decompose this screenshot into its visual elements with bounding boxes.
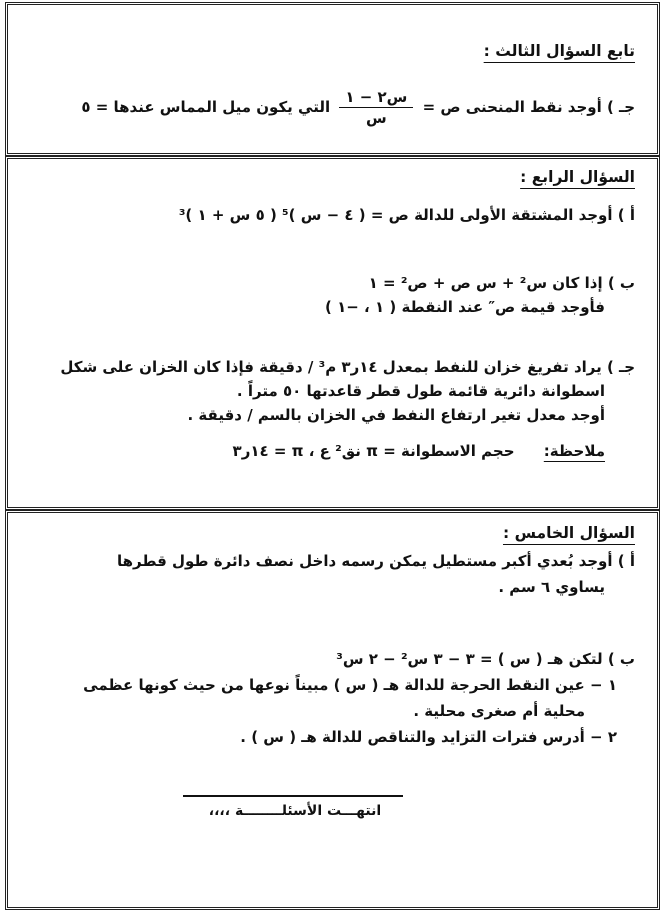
item-label: أ ) xyxy=(617,206,635,224)
end-of-questions: انتهـــت الأسئلــــــــة ،،،، xyxy=(208,803,382,819)
question-4c-line2: اسطوانة دائرية قائمة طول قطر قاعدتها ٥٠ متراً . xyxy=(236,382,605,400)
question-4c xyxy=(26,355,635,379)
question-5b-part1 xyxy=(26,673,635,697)
subitem-text: أدرس فترات التزايد والتناقص للدالة هـ ( س ) . xyxy=(240,728,585,746)
note-label: ملاحظة: xyxy=(543,442,605,460)
item-text: أوجد المشتقة الأولى للدالة ص = ( ٤ − س )⁵ ( ٥ س + ١ )³ xyxy=(178,206,613,224)
question-5a xyxy=(26,549,635,573)
item-text: أوجد بُعدي أكبر مستطيل يمكن رسمه داخل نصف دائرة طول قطرها xyxy=(116,552,613,570)
item-label: أ ) xyxy=(617,552,635,570)
question-5-section xyxy=(5,510,660,910)
item-text-suffix: التي يكون ميل المماس عندها = ٥ xyxy=(81,98,331,116)
note xyxy=(26,439,635,463)
item-text: إذا كان س² + س ص + ص² = ١ xyxy=(368,274,603,292)
section-title: تابع السؤال الثالث : xyxy=(483,42,635,60)
item-label: جـ ) xyxy=(606,358,635,376)
subitem-label: ١ − xyxy=(590,676,617,694)
question-3-continued-section xyxy=(5,2,660,156)
note-text: حجم الاسطوانة = π نق² ع ، π = ١٤ر٣ xyxy=(232,442,515,460)
question-5b-part1-line2: محلية أم صغرى محلية . xyxy=(413,702,585,720)
fraction xyxy=(339,87,413,128)
subitem-text: عين النقط الحرجة للدالة هـ ( س ) مبيناً نوعها من حيث كونها عظمى xyxy=(83,676,585,694)
question-4-section xyxy=(5,156,660,510)
item-label: ب ) xyxy=(607,650,635,668)
section-title: السؤال الخامس : xyxy=(502,524,635,542)
question-3c xyxy=(26,87,635,128)
subitem-label: ٢ − xyxy=(590,728,617,746)
fraction-denominator: س xyxy=(366,109,387,127)
question-4a xyxy=(26,203,635,227)
question-5b xyxy=(26,647,635,671)
item-text: لتكن هـ ( س ) = ٣ − ٣ س² − ٢ س³ xyxy=(336,650,603,668)
item-label: ب ) xyxy=(607,274,635,292)
item-text-prefix: أوجد نقط المنحنى ص = xyxy=(422,98,602,116)
question-4b-line2: فأوجد قيمة ص″ عند النقطة ( ١ ، −١ ) xyxy=(325,298,605,316)
item-label: جـ ) xyxy=(606,98,635,116)
end-divider xyxy=(183,795,403,797)
question-5b-part2 xyxy=(26,725,635,749)
section-title: السؤال الرابع : xyxy=(520,168,635,186)
question-4b xyxy=(26,271,635,295)
fraction-numerator: س٢ − ١ xyxy=(339,87,413,108)
item-text: يراد تفريغ خزان للنفط بمعدل ١٤ر٣ م³ / دقيقة فإذا كان الخزان على شكل xyxy=(60,358,602,376)
question-5a-line2: يساوي ٦ سم . xyxy=(498,578,605,596)
question-4c-line3: أوجد معدل تغير ارتفاع النفط في الخزان بالسم / دقيقة . xyxy=(187,406,605,424)
